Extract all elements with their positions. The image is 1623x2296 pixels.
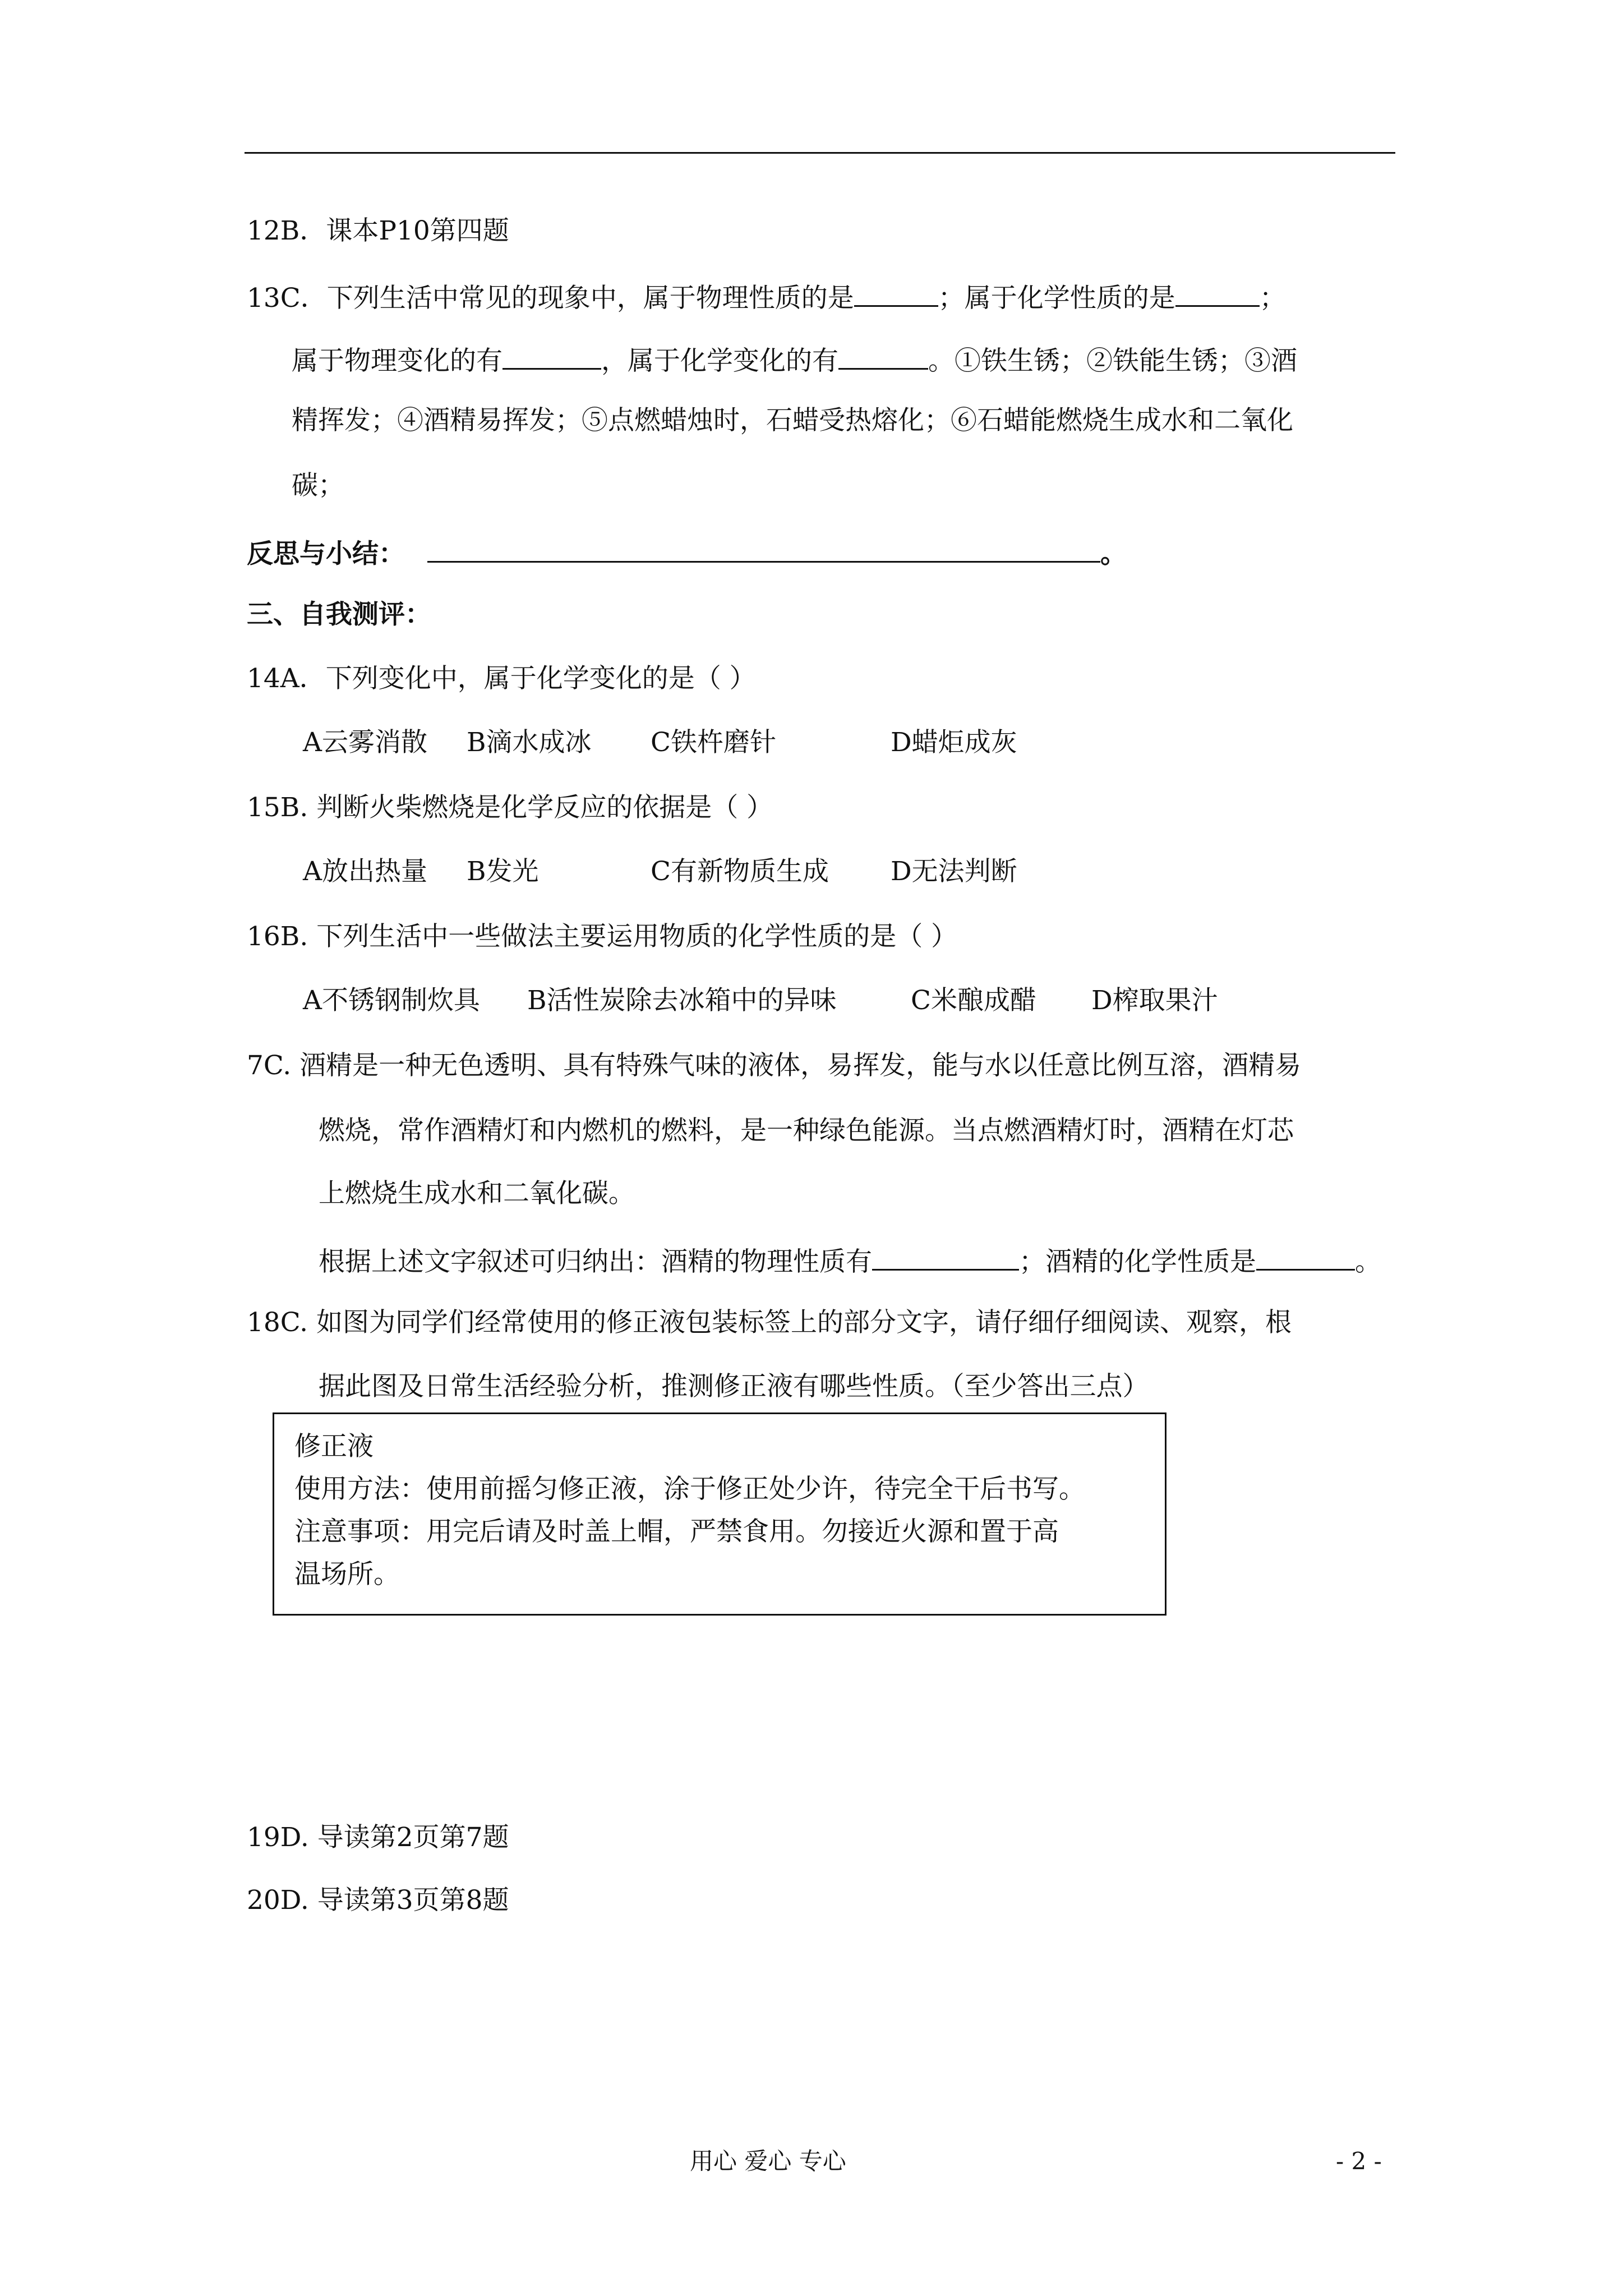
answer-blank[interactable]: [854, 278, 938, 307]
q16-option-c: C米酿成醋: [911, 985, 1036, 1016]
q14-option-c: C铁杵磨针: [651, 727, 776, 758]
label-title: 修正液: [294, 1431, 374, 1462]
q16-option-d: D榨取果汁: [1091, 985, 1218, 1016]
question-13-line-4: 碳；: [292, 470, 344, 501]
question-13-line-2: 属于物理变化的有 ，属于化学变化的有 。①铁生锈；②铁能生锈；③酒: [292, 341, 1297, 378]
q14-option-a: A云雾消散: [303, 727, 427, 758]
footer-motto: 用心 爱心 专心: [690, 2147, 846, 2175]
question-17-line-2: 燃烧，常作酒精灯和内燃机的燃料，是一种绿色能源。当点燃酒精灯时，酒精在灯芯: [319, 1115, 1294, 1146]
question-12: 12B．课本P10第四题: [247, 215, 509, 246]
q15-option-b: B发光: [467, 856, 539, 887]
question-13-line-1: 13C．下列生活中常见的现象中，属于物理性质的是 ；属于化学性质的是 ；: [247, 278, 1286, 315]
question-18-line-1: 18C. 如图为同学们经常使用的修正液包装标签上的部分文字，请仔细仔细阅读、观察，根: [247, 1307, 1292, 1338]
header-rule: [245, 152, 1395, 154]
answer-blank[interactable]: [1175, 278, 1260, 307]
question-17-line-3: 上燃烧生成水和二氧化碳。: [319, 1178, 635, 1209]
reflection-blank[interactable]: [427, 534, 1100, 563]
question-15: 15B. 判断火柴燃烧是化学反应的依据是（ ）: [247, 792, 773, 823]
label-usage: 使用方法：使用前摇匀修正液，涂于修正处少许，待完全干后书写。: [294, 1474, 1085, 1504]
answer-blank[interactable]: [838, 341, 928, 370]
q15-option-d: D无法判断: [891, 856, 1017, 887]
answer-blank[interactable]: [1256, 1242, 1355, 1271]
question-17-line-4: 根据上述文字叙述可归纳出：酒精的物理性质有 ；酒精的化学性质是 。: [319, 1242, 1381, 1279]
label-notice-line-2: 温场所。: [294, 1559, 400, 1590]
q14-option-d: D蜡炬成灰: [891, 727, 1017, 758]
answer-blank[interactable]: [872, 1242, 1019, 1271]
section-3-title: 三、自我测评：: [247, 599, 431, 630]
correction-fluid-label-box: [273, 1412, 1166, 1616]
question-14: 14A．下列变化中，属于化学变化的是（ ）: [247, 663, 756, 694]
q15-option-c: C有新物质生成: [651, 856, 829, 887]
question-18-line-2: 据此图及日常生活经验分析，推测修正液有哪些性质。（至少答出三点）: [319, 1371, 1149, 1402]
q15-option-a: A放出热量: [303, 856, 427, 887]
page-number: - 2 -: [1336, 2147, 1382, 2175]
q16-option-b: B活性炭除去冰箱中的异味: [527, 985, 837, 1016]
question-13-line-3: 精挥发；④酒精易挥发；⑤点燃蜡烛时，石蜡受热熔化；⑥石蜡能燃烧生成水和二氧化: [292, 405, 1293, 436]
question-20: 20D. 导读第3页第8题: [247, 1885, 509, 1916]
q14-option-b: B滴水成冰: [467, 727, 592, 758]
answer-blank[interactable]: [502, 341, 601, 370]
reflection-line: 反思与小结： 。: [247, 534, 1127, 571]
question-19: 19D. 导读第2页第7题: [247, 1822, 509, 1853]
question-16: 16B. 下列生活中一些做法主要运用物质的化学性质的是（ ）: [247, 921, 958, 952]
label-notice-line-1: 注意事项：用完后请及时盖上帽，严禁食用。勿接近火源和置于高: [294, 1516, 1059, 1547]
question-17-line-1: 7C. 酒精是一种无色透明、具有特殊气味的液体，易挥发，能与水以任意比例互溶，酒精易: [247, 1050, 1302, 1081]
q16-option-a: A不锈钢制炊具: [303, 985, 480, 1016]
